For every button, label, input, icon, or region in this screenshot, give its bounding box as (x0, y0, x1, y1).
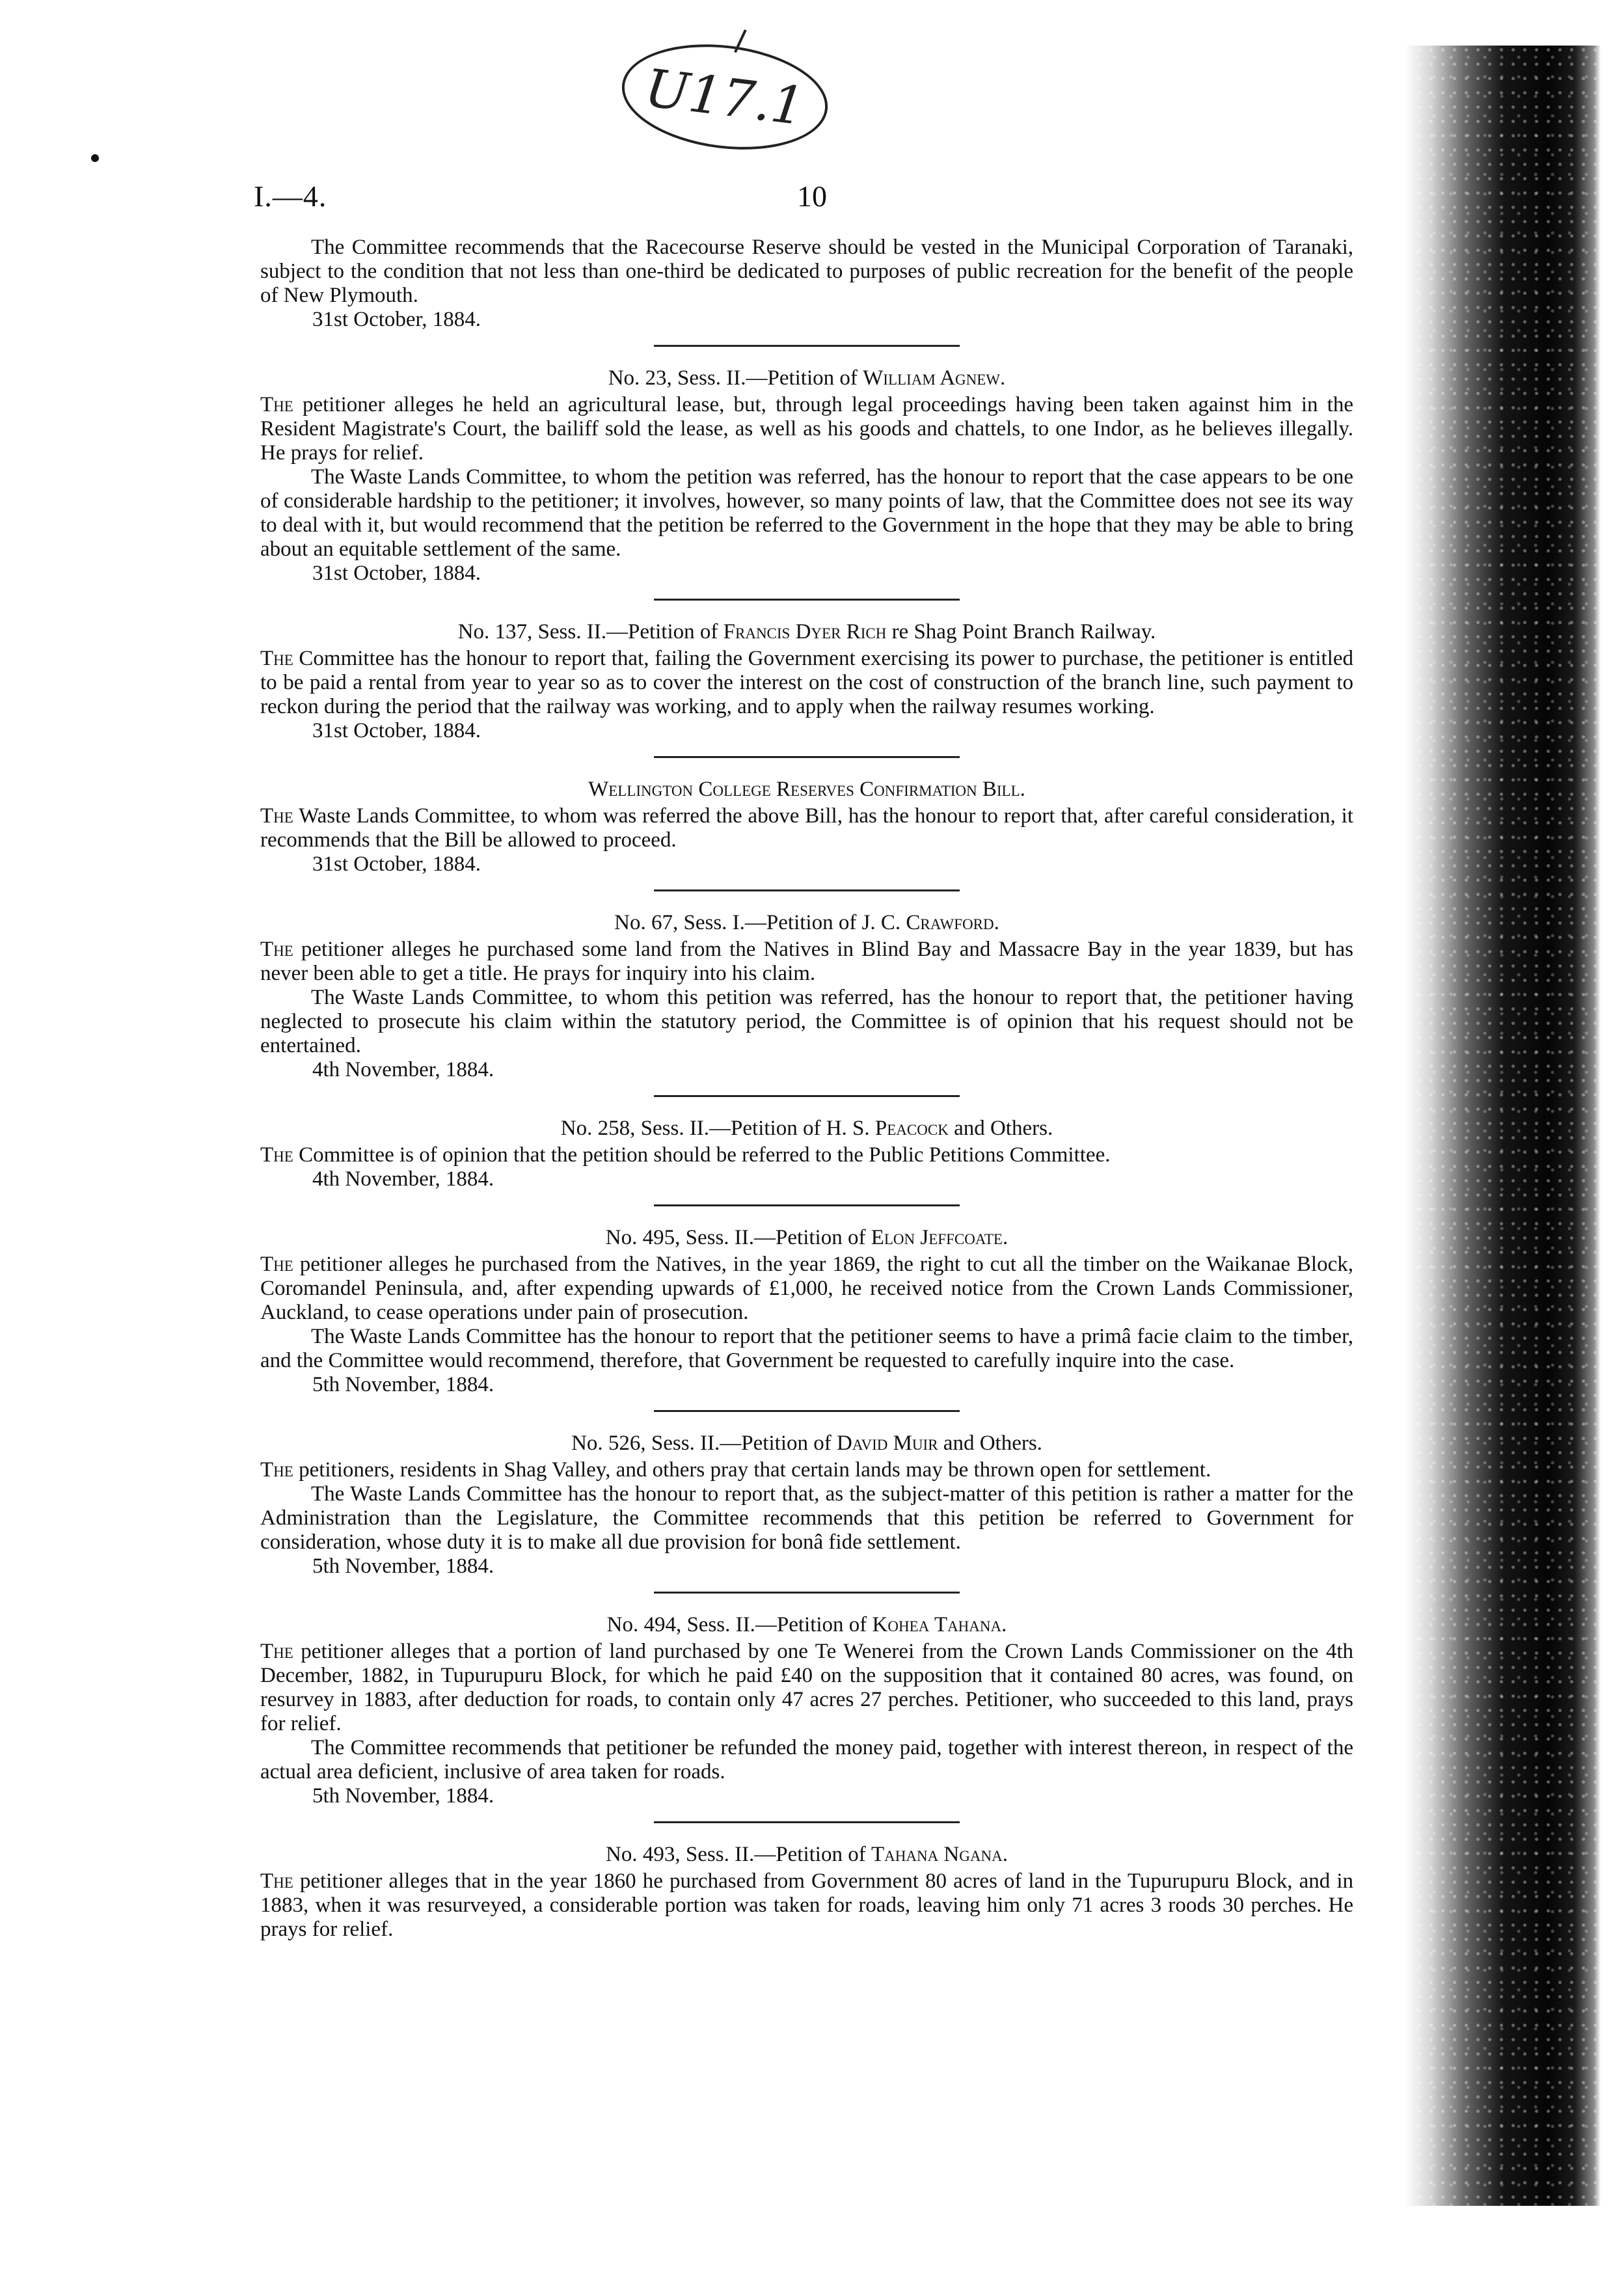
paragraph-text: petitioner alleges he held an agricultural lease, but, through legal proceedings having been taken against him in the Resident Magistrate's Court, the bailiff sold the lease, as well as his goods and chattels, to one Indor, as he believes illegally. He prays for relief. (260, 393, 1353, 465)
paragraph-lead: The (260, 1640, 293, 1663)
stamp-text: U17.1 (642, 57, 808, 137)
section-divider (654, 1095, 960, 1097)
paragraph-text: The Waste Lands Committee has the honour to report that the petitioner seems to have a primâ facie claim to the timber, and the Committee would recommend, therefore, that Government be requested to carefully inquire into the case. (260, 1325, 1353, 1372)
paragraph-text: petitioners, residents in Shag Valley, and others pray that certain lands may be thrown open for settlement. (293, 1458, 1211, 1482)
petition-sections (260, 345, 1353, 1942)
heading-prefix: No. 23, Sess. II.—Petition of (608, 366, 858, 390)
section-date: 4th November, 1884. (312, 1167, 494, 1191)
petition-paragraph (260, 1482, 1353, 1554)
heading-suffix: . (1002, 1226, 1008, 1249)
paragraph-text: The Waste Lands Committee, to whom this petition was referred, has the honour to report that, the petitioner having neglected to prosecute his claim within the statutory period, the Committee is of opinion that his request should not be entertained. (260, 986, 1353, 1057)
paragraph-text: The Waste Lands Committee, to whom the petition was referred, has the honour to report that the case appears to be one of considerable hardship to the petitioner; it involves, however, so many points of law, that the Committee does not see its way to deal with it, but would recommend that the petition be referred to the Government in the hope that they may be able to bring about an equitable settlement of the same. (260, 465, 1353, 561)
section-date: 5th November, 1884. (312, 1554, 494, 1578)
paragraph-lead: The (260, 647, 293, 670)
paragraph-lead: The (260, 938, 293, 961)
paragraph-lead: The (260, 1253, 293, 1276)
section-date: 5th November, 1884. (312, 1373, 494, 1396)
heading-suffix: . (1001, 1613, 1007, 1636)
section-heading (260, 1217, 1353, 1253)
section-divider (654, 1410, 960, 1412)
margin-dot (91, 154, 99, 162)
section-divider (654, 599, 960, 601)
heading-name: Wellington College Reserves Confirmation Bill (588, 778, 1020, 801)
section-heading (260, 1422, 1353, 1458)
section-divider (654, 345, 960, 347)
paragraph-text: petitioner alleges he purchased from the Natives, in the year 1869, the right to cut all the timber on the Waikanae Block, Coromandel Peninsula, and, after expending upwards of £1,000, he received notice from the Crown Lands Commissioner, Auckland, to cease operations under pain of prosecution. (260, 1253, 1353, 1324)
document-body (260, 236, 1353, 1942)
heading-name: Kohea Tahana (872, 1613, 1002, 1636)
heading-name: William Agnew (863, 366, 1001, 390)
paragraph-text: Waste Lands Committee, to whom was referred the above Bill, has the honour to report that, after careful consideration, it recommends that the Bill be allowed to proceed. (260, 804, 1353, 852)
heading-suffix: and Others. (938, 1432, 1042, 1455)
heading-name: Elon Jeffcoate (871, 1226, 1003, 1249)
petition-paragraph (260, 647, 1353, 719)
petition-paragraph (260, 986, 1353, 1058)
paragraph-text: petitioner alleges that a portion of land purchased by one Te Wenerei from the Crown Lands Commissioner on the 4th December, 1882, in Tupurupuru Block, for which he paid £40 on the supposition that it contained 80 acres, was found, on resurvey in 1883, after deduction for roads, to contain only 47 acres 27 perches. Petitioner, who succeeded to this land, prays for relief. (260, 1640, 1353, 1735)
archive-stamp (616, 33, 834, 161)
petition-paragraph (260, 1458, 1353, 1482)
paragraph-text: Committee has the honour to report that, failing the Government exercising its power to purchase, the petitioner is entitled to be paid a rental from year to year so as to cover the interest on the cost of construction of the branch line, such payment to reckon during the period that the railway was working, and to apply when the railway resumes working. (260, 647, 1353, 718)
heading-suffix: and Others. (948, 1117, 1053, 1140)
heading-suffix: . (994, 911, 999, 934)
heading-suffix: . (1000, 366, 1006, 390)
petition-paragraph (260, 1736, 1353, 1784)
section-heading (260, 1834, 1353, 1869)
heading-prefix: No. 137, Sess. II.—Petition of (457, 620, 718, 644)
section-heading (260, 611, 1353, 647)
heading-prefix: No. 495, Sess. II.—Petition of (605, 1226, 866, 1249)
heading-prefix: No. 493, Sess. II.—Petition of (606, 1843, 866, 1866)
page-number: 10 (797, 180, 827, 213)
petition-paragraph (260, 1640, 1353, 1736)
heading-prefix: No. 258, Sess. II.—Petition of H. S. (560, 1117, 870, 1140)
section-date: 31st October, 1884. (312, 852, 481, 876)
paragraph-text: Committee is of opinion that the petition should be referred to the Public Petitions Committee. (293, 1143, 1111, 1167)
section-date: 5th November, 1884. (312, 1784, 494, 1808)
paragraph-lead: The (260, 1143, 293, 1167)
section-heading (260, 902, 1353, 938)
paragraph-text: petitioner alleges that in the year 1860 he purchased from Government 80 acres of land in the Tupurupuru Block, and in 1883, when it was resurveyed, a considerable portion was taken for roads, leaving him only 71 acres 3 roods 30 perches. He prays for relief. (260, 1869, 1353, 1941)
section-heading (260, 768, 1353, 804)
intro-paragraph: The Committee recommends that the Racecourse Reserve should be vested in the Municipal Corporation of Taranaki, subject to the condition that not less than one-third be dedicated to purposes of public recreation for the benefit of the people of New Plymouth. (260, 236, 1353, 307)
paragraph-lead: The (260, 1869, 293, 1893)
section-date: 31st October, 1884. (312, 719, 481, 742)
binding-shadow (1405, 46, 1601, 2206)
section-date: 4th November, 1884. (312, 1058, 494, 1081)
paragraph-lead: The (260, 393, 293, 416)
heading-suffix: . (1002, 1843, 1008, 1866)
heading-suffix: re Shag Point Branch Railway. (886, 620, 1156, 644)
heading-name: Peacock (874, 1117, 949, 1140)
section-heading (260, 357, 1353, 393)
paragraph-text: The Committee recommends that petitioner be refunded the money paid, together with interest thereon, in respect of the actual area deficient, inclusive of area taken for roads. (260, 1736, 1353, 1784)
heading-name: Tahana Ngana (871, 1843, 1003, 1866)
petition-paragraph (260, 804, 1353, 852)
petition-paragraph (260, 1253, 1353, 1325)
heading-prefix: No. 67, Sess. I.—Petition of J. C. (614, 911, 901, 934)
petition-paragraph (260, 465, 1353, 562)
petition-paragraph (260, 938, 1353, 986)
petition-paragraph (260, 1325, 1353, 1373)
section-heading (260, 1604, 1353, 1640)
paragraph-text: petitioner alleges he purchased some land from the Natives in Blind Bay and Massacre Bay in the year 1839, but has never been able to get a title. He prays for inquiry into his claim. (260, 938, 1353, 985)
paragraph-lead: The (260, 804, 293, 828)
paragraph-lead: The (260, 1458, 293, 1482)
section-divider (654, 1592, 960, 1594)
petition-paragraph (260, 1143, 1353, 1167)
heading-suffix: . (1020, 778, 1025, 801)
heading-name: Francis Dyer Rich (723, 620, 887, 644)
section-divider (654, 756, 960, 758)
section-divider (654, 1204, 960, 1206)
section-date: 31st October, 1884. (312, 562, 481, 585)
petition-paragraph (260, 393, 1353, 465)
section-divider (654, 889, 960, 891)
heading-name: David Muir (836, 1432, 938, 1455)
section-divider (654, 1821, 960, 1823)
heading-prefix: No. 494, Sess. II.—Petition of (606, 1613, 867, 1636)
petition-paragraph (260, 1869, 1353, 1942)
heading-prefix: No. 526, Sess. II.—Petition of (571, 1432, 832, 1455)
page-reference: I.—4. (254, 180, 327, 213)
intro-date: 31st October, 1884. (312, 308, 481, 331)
paragraph-text: The Waste Lands Committee has the honour to report that, as the subject-matter of this petition is rather a matter for the Administration than the Legislature, the Committee recommends that this petition be referred to Government for consideration, whose duty it is to make all due provision for bonâ fide settlement. (260, 1482, 1353, 1554)
section-heading (260, 1107, 1353, 1143)
heading-name: Crawford (906, 911, 994, 934)
